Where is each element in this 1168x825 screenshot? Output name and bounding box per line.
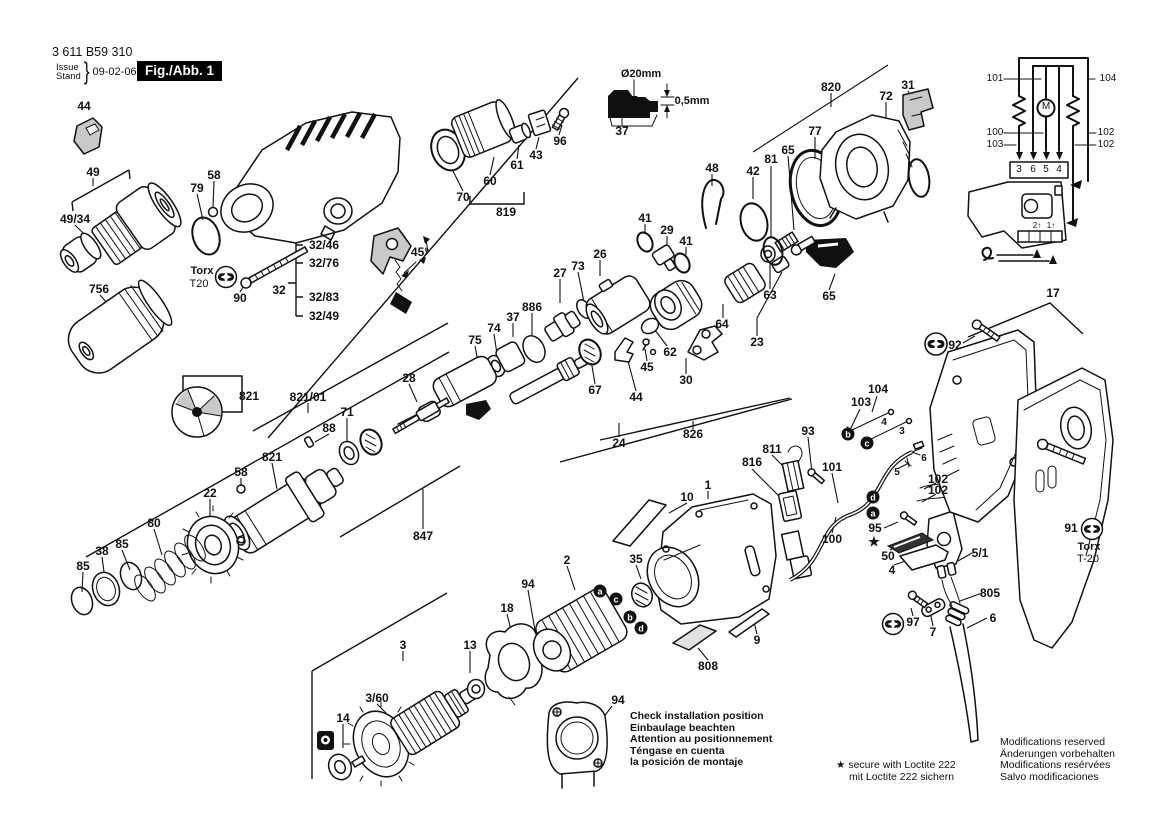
part-label: 821 — [261, 450, 283, 464]
modifications-note — [1000, 737, 1115, 783]
part-label: 37 — [615, 124, 629, 138]
note-line: Téngase en cuenta — [630, 744, 725, 757]
part-label: 49 — [86, 165, 100, 179]
part-label: 100 — [821, 532, 843, 546]
part-label: 42 — [746, 164, 760, 178]
part-label: 32/83 — [308, 290, 340, 304]
part-label: c — [610, 593, 623, 606]
hammer-tube-group — [398, 326, 722, 429]
part-label: 65 — [822, 289, 836, 303]
part-label: 49/34 — [59, 212, 91, 226]
part-label: 65 — [781, 143, 795, 157]
part-label: 808 — [697, 659, 719, 673]
mode-selector-group — [371, 228, 430, 314]
part-label: 17 — [1046, 286, 1060, 300]
dimension-inset — [608, 80, 674, 126]
issue-date: 09-02-06 — [92, 66, 137, 78]
part-label: 5 — [1043, 164, 1049, 175]
part-label: 61 — [510, 158, 524, 172]
part-label: 60 — [483, 174, 497, 188]
part-label: 819 — [495, 205, 517, 219]
note-line: Einbaulage beachten — [630, 721, 736, 734]
part-label: 18 — [500, 601, 514, 615]
part-label: 5 — [894, 467, 900, 478]
note-line: Salvo modificaciones — [1000, 770, 1099, 783]
part-label: 48 — [705, 161, 719, 175]
part-label: 50 — [881, 549, 895, 563]
part-label: 24 — [612, 436, 626, 450]
issue-label: Issue — [56, 61, 79, 73]
part-label: 41 — [679, 234, 693, 248]
part-label: 101 — [986, 73, 1004, 84]
part-label: 93 — [801, 424, 815, 438]
note-line: Modifications resérvées — [1000, 759, 1111, 772]
part-label: M — [1041, 101, 1051, 112]
loctite-note — [836, 760, 956, 783]
part-label: 102 — [1097, 139, 1115, 150]
part-label: 101 — [821, 460, 843, 474]
part-label: 102 — [927, 483, 949, 497]
part-label: 23 — [750, 335, 764, 349]
part-label: a — [594, 585, 607, 598]
part-label: 88 — [322, 421, 336, 435]
part-label: 4 — [888, 563, 896, 577]
part-label: 2 — [563, 553, 571, 567]
part-label: 58 — [207, 168, 221, 182]
part-label: 2↑ — [1032, 221, 1042, 230]
part-label: 67 — [588, 383, 602, 397]
part-label: Ø20mm — [620, 68, 662, 80]
part-label: 71 — [340, 405, 354, 419]
wiring-schematic — [968, 58, 1096, 264]
part-label: 816 — [741, 455, 763, 469]
sleeve-group — [425, 98, 570, 176]
part-label: 0,5mm — [674, 95, 710, 107]
part-label: 102 — [1097, 127, 1115, 138]
part-label: ★ — [868, 534, 880, 549]
part-label: 94 — [521, 577, 535, 591]
part-label: 63 — [763, 288, 777, 302]
part-label: 92 — [948, 338, 962, 352]
part-label: b — [842, 428, 855, 441]
part-label: 77 — [808, 124, 822, 138]
part-label: 58 — [234, 465, 248, 479]
part-label: 7 — [929, 625, 937, 639]
part-label: 43 — [529, 148, 543, 162]
part-label: 5/1 — [971, 546, 989, 560]
document-part-number: 3 611 B59 310 — [52, 45, 133, 59]
part-label: 41 — [638, 211, 652, 225]
part-label: 97 — [906, 615, 920, 629]
part-label: 62 — [663, 345, 677, 359]
note-line: la posición de montaje — [630, 756, 744, 769]
part-label: 37 — [506, 310, 520, 324]
gear-housing — [212, 112, 400, 243]
part-label: Torx — [1077, 541, 1101, 553]
part-label: 826 — [682, 427, 704, 441]
installation-note — [630, 711, 772, 769]
part-label: 81 — [764, 152, 778, 166]
part-label: 70 — [456, 190, 470, 204]
part-label: 6 — [921, 453, 927, 464]
part-label: 3 — [399, 638, 407, 652]
part-label: d — [635, 622, 648, 635]
part-label: 74 — [487, 321, 501, 335]
housing-shells — [925, 318, 1113, 648]
part-label: 75 — [468, 333, 482, 347]
part-label: 104 — [1099, 73, 1117, 84]
part-label: 103 — [986, 139, 1004, 150]
part-label: 886 — [521, 300, 543, 314]
part-label: 26 — [593, 247, 607, 261]
part-label: 73 — [571, 259, 585, 273]
part-label: 29 — [660, 223, 674, 237]
part-label: 80 — [147, 516, 161, 530]
part-label: 3 — [899, 426, 905, 437]
part-label: 820 — [820, 80, 842, 94]
part-label: 90 — [233, 291, 247, 305]
part-label: 4 — [1056, 164, 1062, 175]
part-label: 32 — [272, 283, 286, 297]
part-label: 847 — [412, 529, 434, 543]
part-label: 756 — [88, 282, 110, 296]
part-label: 821 — [238, 389, 260, 403]
part-label: 805 — [979, 586, 1001, 600]
part-label: 102 — [927, 472, 949, 486]
part-label: 1↑ — [1046, 221, 1056, 230]
part-label: 6 — [989, 611, 997, 625]
note-line: ★ secure with Loctite 222 — [836, 759, 956, 771]
part-label: 35 — [629, 552, 643, 566]
note-line: Änderungen vorbehalten — [1000, 747, 1116, 760]
part-label: 31 — [901, 78, 915, 92]
part-label: 1 — [704, 478, 712, 492]
part-label: 85 — [76, 559, 90, 573]
part-label: 72 — [879, 89, 893, 103]
issue-block — [56, 57, 137, 86]
part-label: d — [867, 491, 880, 504]
part-label: c — [861, 437, 874, 450]
part-label: 3/60 — [365, 691, 389, 705]
part-label: 79 — [190, 181, 204, 195]
part-label: 44 — [629, 390, 643, 404]
part-label: 6 — [1030, 164, 1036, 175]
part-label: 44 — [77, 99, 91, 113]
part-label: 95 — [868, 521, 882, 535]
note-line: Modifications reserved — [1000, 736, 1106, 748]
part-label: 103 — [850, 395, 872, 409]
part-label: 27 — [553, 266, 567, 280]
part-label: 94 — [611, 693, 625, 707]
note-line: mit Loctite 222 sichern — [849, 770, 955, 783]
part-label: T-20 — [1076, 553, 1100, 565]
part-label: 45° — [410, 245, 430, 259]
part-label: 3 — [1016, 164, 1022, 175]
issue-brace: } — [83, 57, 90, 86]
stand-label: Stand — [56, 71, 81, 82]
crank-group — [68, 376, 450, 618]
note-line: Check installation position — [630, 710, 764, 722]
part-label: 30 — [679, 373, 693, 387]
part-label: b — [624, 611, 637, 624]
part-label: 32/49 — [308, 309, 340, 323]
part-label: 821/01 — [289, 390, 327, 404]
part-label: 32/46 — [308, 238, 340, 252]
part-label: Torx — [190, 265, 214, 277]
part-label: 4 — [881, 417, 887, 428]
part-label: 91 — [1064, 521, 1078, 535]
part-label: 811 — [762, 442, 782, 456]
note-line: Attention au positionnement — [630, 733, 773, 746]
intermediate-housing — [784, 89, 933, 268]
part-label: 22 — [203, 486, 217, 500]
part-label: 45 — [640, 360, 654, 374]
part-label: 13 — [463, 638, 477, 652]
part-label: 96 — [553, 134, 567, 148]
part-label: 100 — [986, 127, 1004, 138]
part-label: 64 — [715, 317, 729, 331]
part-label: 32/76 — [308, 256, 340, 270]
part-label: 9 — [753, 633, 761, 647]
figure-badge: Fig./Abb. 1 — [137, 61, 222, 81]
part-label: T20 — [189, 278, 209, 290]
part-label: 85 — [115, 537, 129, 551]
part-label: 104 — [867, 382, 889, 396]
part-label: 14 — [336, 711, 350, 725]
part-label: 10 — [680, 490, 694, 504]
part-label: 28 — [402, 371, 416, 385]
part-label: 38 — [95, 544, 109, 558]
part-label: a — [867, 507, 880, 520]
